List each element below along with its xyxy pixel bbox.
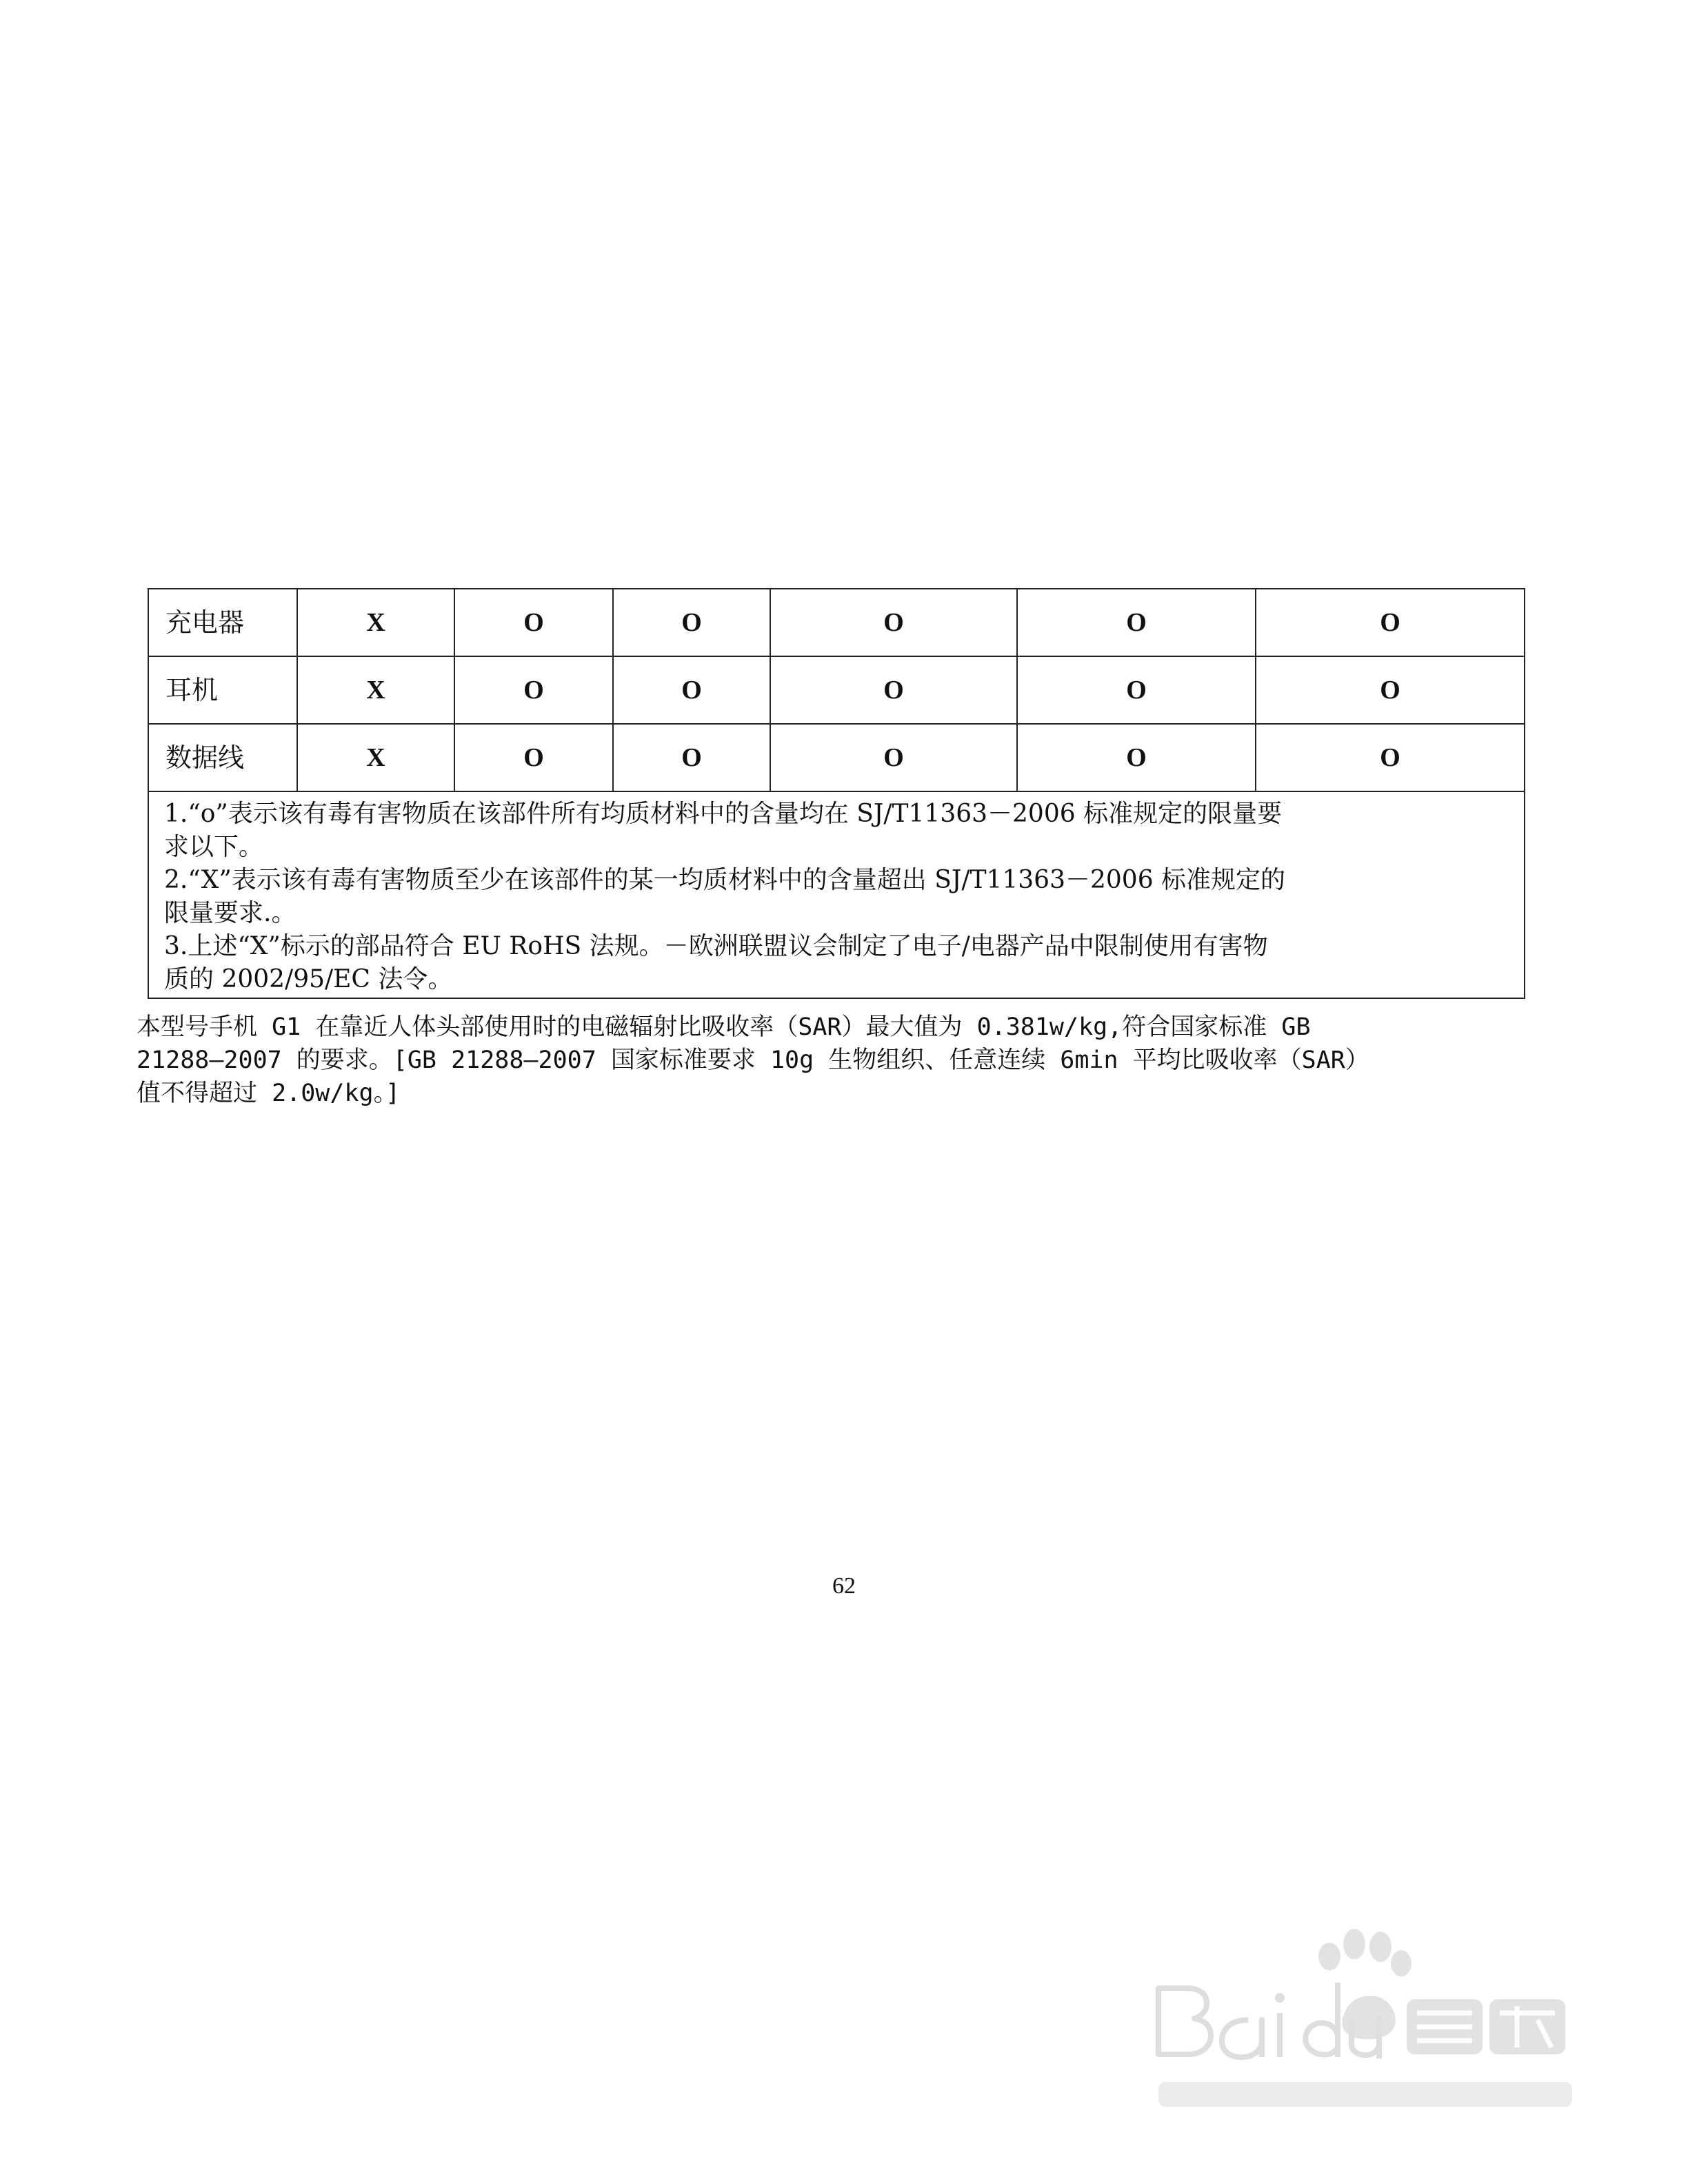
mark-cell: O	[1256, 724, 1525, 791]
table-notes-row	[148, 791, 1525, 998]
note-line: 限量要求.。	[164, 899, 297, 927]
mark-cell: O	[613, 724, 770, 791]
page-number: 62	[832, 1573, 856, 1599]
sar-line: 21288—2007 的要求。[GB 21288—2007 国家标准要求 10g 生物组织、任意连续 6min 平均比吸收率（SAR）	[137, 1046, 1369, 1074]
note-line: 求以下。	[164, 833, 264, 861]
mark-cell: X	[297, 589, 454, 656]
sar-statement	[137, 1011, 1543, 1110]
table-notes	[148, 791, 1525, 998]
mark-cell: O	[1017, 589, 1256, 656]
mark-cell: O	[770, 656, 1017, 724]
mark-cell: O	[1017, 724, 1256, 791]
mark-cell: O	[770, 724, 1017, 791]
sar-line: 本型号手机 G1 在靠近人体头部使用时的电磁辐射比吸收率（SAR）最大值为 0.381w/kg,符合国家标准 GB	[137, 1013, 1311, 1041]
baidu-jingyan-watermark	[1145, 1917, 1586, 2123]
mark-cell: O	[454, 724, 613, 791]
jingyan-url-text	[1158, 2082, 1572, 2107]
table-row	[148, 724, 1525, 791]
mark-cell: O	[1256, 589, 1525, 656]
jingyan-logo-text	[1407, 1999, 1565, 2054]
mark-cell: O	[770, 589, 1017, 656]
mark-cell: X	[297, 724, 454, 791]
mark-cell: O	[613, 589, 770, 656]
hazardous-substance-table	[148, 588, 1525, 999]
part-name-cell: 充电器	[148, 589, 297, 656]
note-line: 质的 2002/95/EC 法令。	[164, 965, 453, 993]
table-row	[148, 589, 1525, 656]
mark-cell: O	[454, 656, 613, 724]
note-line: 2.“X”表示该有毒有害物质至少在该部件的某一均质材料中的含量超出 SJ/T11363－2006 标准规定的	[164, 866, 1286, 894]
note-line: 3.上述“X”标示的部品符合 EU RoHS 法规。－欧洲联盟议会制定了电子/电器产品中限制使用有害物	[164, 932, 1268, 960]
sar-line: 值不得超过 2.0w/kg。]	[137, 1080, 401, 1107]
note-line: 1.“o”表示该有毒有害物质在该部件所有均质材料中的含量均在 SJ/T11363－2006 标准规定的限量要	[164, 800, 1283, 828]
mark-cell: O	[1017, 656, 1256, 724]
table-row	[148, 656, 1525, 724]
part-name-cell: 数据线	[148, 724, 297, 791]
mark-cell: O	[1256, 656, 1525, 724]
part-name-cell: 耳机	[148, 656, 297, 724]
mark-cell: O	[613, 656, 770, 724]
mark-cell: X	[297, 656, 454, 724]
paw-icon	[1318, 1929, 1411, 2039]
mark-cell: O	[454, 589, 613, 656]
